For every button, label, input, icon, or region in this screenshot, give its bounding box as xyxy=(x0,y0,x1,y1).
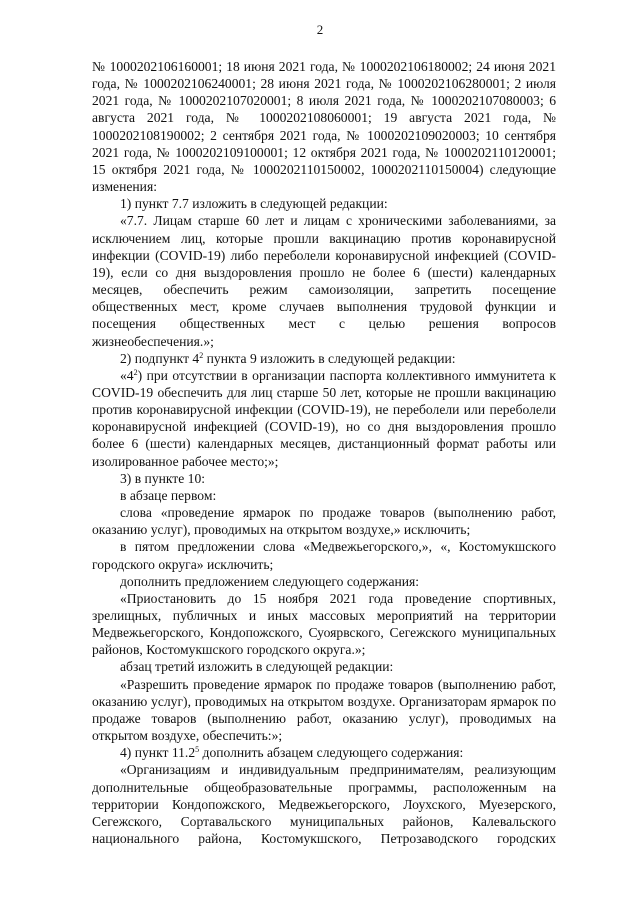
paragraph-12: абзац третий изложить в следующей редакции: xyxy=(120,659,394,675)
paragraph-4-text-b: пункта 9 изложить в следующей редакции: xyxy=(203,350,456,366)
paragraph-8: слова «проведение ярмарок по продаже товаров (выполнению работ, оказанию услуг), проводимых на открытом воздухе,» исключить; xyxy=(92,505,556,538)
paragraph-6: 3) в пункте 10: xyxy=(120,470,206,486)
paragraph-10: дополнить предложением следующего содержания: xyxy=(120,573,420,589)
superscript: 5 xyxy=(195,745,200,755)
paragraph-4 xyxy=(92,350,556,367)
paragraph-5-text-b: ) при отсутствии в организации паспорта коллективного иммунитета к COVID-19 обеспечить для лиц старше 50 лет, которые не прошли вакцинацию против коронавирусной инфекции (COVID-19), не переболели или переболели коронавирусной инфекцией (COVID-19), но со дня выздоровления прошло более 6 (шести) календарных месяцев, дистанционный формат работы или изолированное рабочее место;»; xyxy=(92,367,556,469)
paragraph-7: в абзаце первом: xyxy=(120,487,217,503)
paragraph-15: «Организациям и индивидуальным предпринимателям, реализующим дополнительные общеобразовательные программы, расположенным на территории Кондопожского, Медвежьегорского, Лоухского, Муезерского, Сегежского, Сортавальского муниципальных районов, Калевальского национального района, Костомукшского, Петрозаводского городских xyxy=(92,762,556,847)
paragraph-9: в пятом предложении слова «Медвежьегорского,», «, Костомукшского городского округа» исключить; xyxy=(92,539,556,572)
paragraph-2: 1) пункт 7.7 изложить в следующей редакции: xyxy=(120,196,388,212)
paragraph-1: № 1000202106160001; 18 июня 2021 года, № 1000202106180002; 24 июня 2021 года, № 1000202106240001; 28 июня 2021 года, № 1000202106280001; 2 июля 2021 года, № 1000202107020001; 8 июля 2021 года, № 1000202107080003; 6 августа 2021 года, № 1000202108060001; 19 августа 2021 года, № 1000202108190002; 2 сентября 2021 года, № 1000202109020003; 10 сентября 2021 года, № 1000202109100001; 12 октября 2021 года, № 1000202110120001; 15 октября 2021 года, № 1000202110150002, 1000202110150004) следующие изменения: xyxy=(92,59,556,195)
page-number: 2 xyxy=(316,22,324,37)
paragraph-4-text-a: 2) подпункт 4 xyxy=(120,350,200,366)
paragraph-14 xyxy=(92,744,556,761)
document-body xyxy=(92,58,556,847)
paragraph-5 xyxy=(92,367,556,470)
paragraph-14-text-a: 4) пункт 11.2 xyxy=(120,745,196,761)
paragraph-3: «7.7. Лицам старше 60 лет и лицам с хроническими заболеваниями, за исключением лиц, которые прошли вакцинацию против коронавирусной инфекции (COVID-19) либо переболели коронавирусной инфекцией (COVID-19), если со дня выздоровления прошло не более 6 (шести) календарных месяцев, обеспечить режим самоизоляции, запретить посещение общественных мест, кроме случаев выполнения трудовой функции и посещения общественных мест с целью решения вопросов жизнеобеспечения.»; xyxy=(92,213,556,349)
paragraph-5-text-a: «4 xyxy=(120,367,134,383)
paragraph-11: «Приостановить до 15 ноября 2021 года проведение спортивных, зрелищных, публичных и иных массовых мероприятий на территории Медвежьегорского, Кондопожского, Суоярвского, Сегежского муниципальных районов, Костомукшского городского округа.»; xyxy=(92,590,556,658)
paragraph-14-text-b: дополнить абзацем следующего содержания: xyxy=(199,745,464,761)
superscript: 2 xyxy=(133,367,138,377)
superscript: 2 xyxy=(199,350,204,360)
paragraph-13: «Разрешить проведение ярмарок по продаже товаров (выполнению работ, оказанию услуг), проводимых на открытом воздухе. Организаторам ярмарок по продаже товаров (выполнению работ, оказанию услуг), проводимых на открытом воздухе, обеспечить:»; xyxy=(92,676,556,744)
